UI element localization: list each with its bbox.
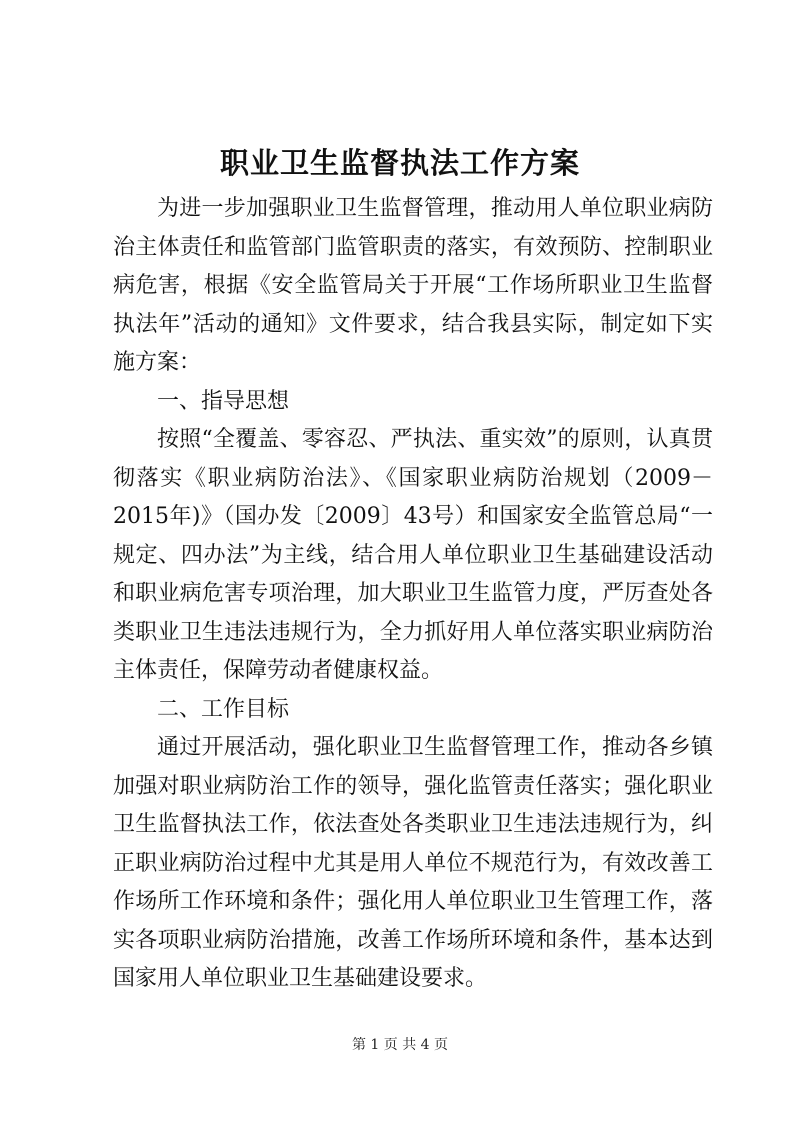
section-paragraph-guiding-ideology: 按照“全覆盖、零容忍、严执法、重实效”的原则，认真贯彻落实《职业病防治法》、《国家职业病防治规划（2009－2015年)》（国办发〔2009〕43号）和国家安全监管总局“一规定、四办法”为主线，结合用人单位职业卫生基础建设活动和职业病危害专项治理，加大职业卫生监管力度，严厉查处各类职业卫生违法违规行为，全力抓好用人单位落实职业病防治主体责任，保障劳动者健康权益。 [113, 427, 713, 683]
page-footer: 第 1 页 共 4 页 [351, 1037, 449, 1053]
section-heading-work-goals: 二、工作目标 [157, 696, 290, 722]
section-paragraph-work-goals: 通过开展活动，强化职业卫生监督管理工作，推动各乡镇加强对职业病防治工作的领导，强化监管责任落实；强化职业卫生监督执法工作，依法查处各类职业卫生违法违规行为，纠正职业病防治过程中尤其是用人单位不规范行为，有效改善工作场所工作环境和条件；强化用人单位职业卫生管理工作，落实各项职业病防治措施，改善工作场所环境和条件，基本达到国家用人单位职业卫生基础建设要求。 [113, 735, 713, 991]
document-title: 职业卫生监督执法工作方案 [219, 146, 580, 180]
intro-paragraph: 为进一步加强职业卫生监督管理，推动用人单位职业病防治主体责任和监管部门监管职责的落实，有效预防、控制职业病危害，根据《安全监管局关于开展“工作场所职业卫生监督执法年”活动的通知》文件要求，结合我县实际，制定如下实施方案： [113, 196, 713, 375]
document-body [113, 190, 713, 999]
section-heading-guiding-ideology: 一、指导思想 [157, 388, 290, 414]
